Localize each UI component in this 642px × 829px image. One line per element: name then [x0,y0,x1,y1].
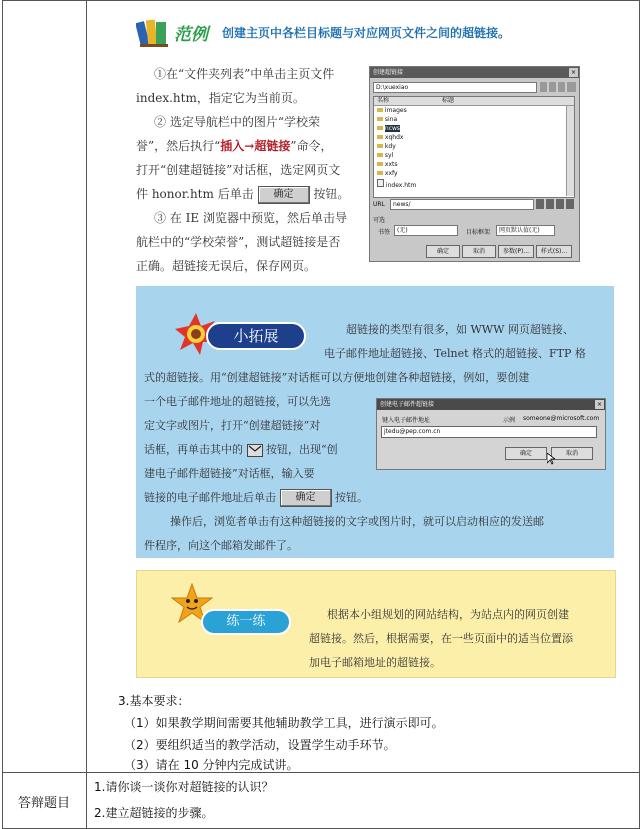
file-list-header [374,97,574,106]
target-select: 网页默认值(无) [496,225,555,236]
folder-label: xxts [384,161,398,168]
email-input: jtedu@pep.com.cn [381,426,597,438]
requirement-item-2: （2）要组织适当的教学活动，设置学生动手环节。 [124,738,396,752]
example-step-2b-text: 誉”，然后执行“ [136,139,221,153]
folder-icon [377,162,383,166]
folder-item [377,134,403,141]
extension-line-7: 建电子邮件超链接”对话框，输入要 [144,467,315,480]
dialog-cancel-button: 取消 [462,245,496,258]
folder-item [377,116,397,123]
folder-item [377,152,393,159]
folder-icon [377,135,383,139]
email-example-value: someone@microsoft.com [523,415,600,422]
url-toolbar-icons [536,199,574,209]
scrollbar [566,106,574,196]
practice-label: 练一练 [201,609,291,635]
extension-line-3: 式的超链接。用“创建超链接”对话框可以方便地创建各种超链接，例如，要创建 [144,371,530,384]
extension-label: 小拓展 [206,322,306,350]
practice-line-2: 超链接。然后，根据需要，在一些页面中的适当位置添 [309,632,573,645]
example-step-2d [136,182,349,206]
email-example-label: 示例 [503,417,516,424]
create-hyperlink-dialog [369,66,580,262]
example-step-2b-tail: ”命令， [290,139,333,153]
bookmark-select: (无) [394,225,458,236]
requirements-heading: 3.基本要求： [118,694,190,708]
ok-button-image: 确定 [258,186,310,204]
defense-question-1: 1.请你谈一谈你对超链接的认识？ [94,780,274,794]
folder-item-selected [377,125,400,132]
extension-line-8-text: 链接的电子邮件地址后单击 [144,491,276,504]
practice-line-1: 根据本小组规划的网站结构，为站点内的网页创建 [327,608,569,621]
dialog-titlebar [370,67,579,78]
column-name: 名称 [377,97,390,104]
folder-item [377,161,398,168]
email-cancel-button: 取消 [551,447,593,460]
requirement-item-1: （1）如果教学期间需要其他辅助教学工具，进行演示即可。 [124,716,444,730]
folder-label: syl [384,152,394,159]
file-item [377,179,416,189]
folder-icon [377,126,383,130]
cursor-icon [547,453,555,465]
example-step-1b: index.htm，指定它为当前页。 [136,91,305,105]
extension-line-10: 件程序，向这个邮箱发邮件了。 [144,539,298,552]
example-step-2d-text: 件 honor.htm 后单击 [136,187,254,201]
ok-button-image: 确定 [280,489,332,507]
folder-icon [377,144,383,148]
optional-label: 可选 [373,217,386,224]
folder-item [377,170,398,177]
dialog-title: 创建超链接 [373,69,404,76]
example-title: 创建主页中各栏目标题与对应网页文件之间的超链接。 [222,26,511,40]
email-prompt: 键入电子邮件地址 [382,417,431,424]
defense-label: 答辩题目 [18,796,71,811]
folder-label: ncws [384,125,401,132]
extension-line-1: 超链接的类型有很多，如 WWW 网页超链接、 [346,323,574,336]
extension-line-2: 电子邮件地址超链接、Telnet 格式的超链接、FTP 格 [324,347,586,360]
bookmark-label: 书签 [378,229,391,236]
column-divider [86,0,87,828]
toolbar-icons [540,82,576,92]
extension-line-8 [144,486,368,509]
folder-label: xqhdx [384,134,404,141]
mail-icon [247,444,263,457]
extension-line-9: 操作后，浏览者单击有这种超链接的文字或图片时，就可以启动相应的发送邮 [170,515,544,528]
email-ok-button: 确定 [505,447,547,460]
folder-item [377,107,407,114]
extension-panel [136,286,614,558]
example-step-3c: 正确。超链接无误后，保存网页。 [136,259,317,273]
folder-label: sina [384,116,398,123]
folder-icon [377,153,383,157]
example-step-2a: ② 选定导航栏中的图片“学校荣 [154,115,320,129]
page-icon [377,179,384,187]
defense-question-2: 2.建立超链接的步骤。 [94,806,214,820]
practice-panel [136,570,616,678]
extension-line-8-tail: 按钮。 [335,491,368,504]
example-step-1a: ①在“文件夹列表”中单击主页文件 [154,67,335,81]
folder-icon [377,108,383,112]
example-step-3a: ③ 在 IE 浏览器中预览，然后单击导 [154,211,347,225]
url-field: news/ [390,199,534,210]
target-label: 目标框架 [466,229,491,236]
column-title: 标题 [442,97,455,104]
example-label: 范例 [174,25,208,45]
dialog-style-button: 样式(S)... [536,245,572,258]
books-icon [136,16,170,48]
folder-label: kdy [384,143,396,150]
example-step-2c: 打开“创建超链接”对话框，选定网页文 [136,163,341,177]
url-label: URL [373,201,385,208]
folder-icon [377,117,383,121]
folder-label: xxfy [384,170,398,177]
extension-line-6-tail: 按钮，出现“创 [266,443,338,456]
file-list [373,96,575,198]
folder-item [377,143,396,150]
email-hyperlink-dialog [376,398,606,470]
file-label: index.htm [385,182,417,189]
extension-line-6-text: 话框，再单击其中的 [144,443,243,456]
row-divider [2,772,639,773]
folder-icon [377,171,383,175]
example-step-2d-tail: 按钮。 [313,187,350,201]
close-icon: × [570,69,577,76]
example-step-3b: 航栏中的“学校荣誉”，测试超链接是否 [136,235,341,249]
close-icon: × [596,401,603,408]
extension-line-5: 定文字或图片，打开“创建超链接”对 [144,419,321,432]
menu-path: 插入→超链接 [220,139,291,153]
extension-line-4: 一个电子邮件地址的超链接，可以先选 [144,395,331,408]
email-dialog-title: 创建电子邮件超链接 [380,401,435,408]
email-dialog-titlebar [377,399,605,410]
location-field: D:\xuexiao [373,82,537,93]
folder-label: images [384,107,407,114]
extension-line-6 [144,438,338,461]
requirement-item-3: （3）请在 10 分钟内完成试讲。 [124,758,299,772]
dialog-ok-button: 确定 [426,245,460,258]
example-step-2b [136,134,332,158]
dialog-params-button: 参数(P)... [498,245,534,258]
practice-line-3: 加电子邮箱地址的超链接。 [309,656,441,669]
